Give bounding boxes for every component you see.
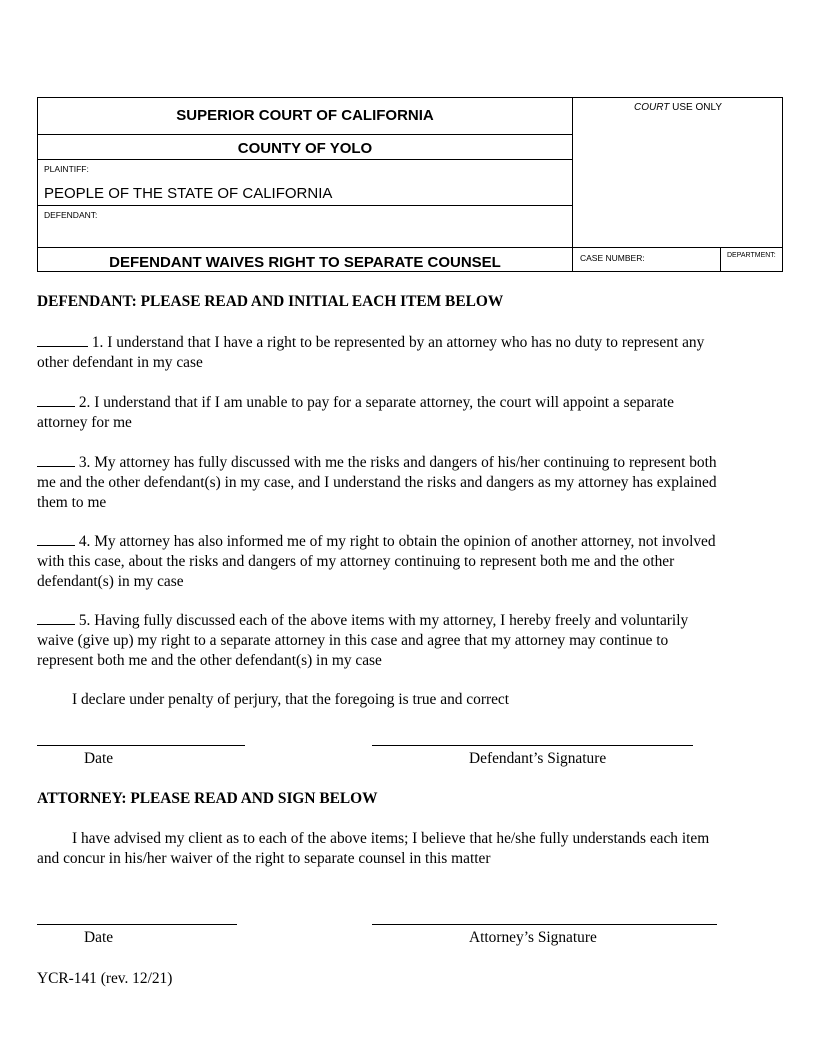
caption-rule [38,159,572,160]
attorney-date-line[interactable] [37,924,237,925]
county-name: COUNTY OF YOLO [237,140,373,157]
attorney-statement: I have advised my client as to each of the above items; I believe that he/she fully understands each item and concur in his/her waiver of the right to separate counsel in this matter [37,830,710,867]
caption-rule [38,205,572,206]
defendant-heading: DEFENDANT: PLEASE READ AND INITIAL EACH ITEM BELOW [37,293,504,310]
department-label: DEPARTMENT: [727,252,776,259]
case-number-label: CASE NUMBER: [580,253,645,263]
initial-item-5: 5. Having fully discussed each of the above items with my attorney, I hereby freely and voluntarily waive (give up) my right to a separate attorney in this case and agree that my attorney may continue to represent both me and the other defendant(s) in my case [37,612,689,669]
document-title: DEFENDANT WAIVES RIGHT TO SEPARATE COUNSEL [109,254,501,271]
attorney-date-label: Date [84,929,114,946]
perjury-declaration: I declare under penalty of perjury, that the foregoing is true and correct [72,691,510,708]
initial-item-3: 3. My attorney has fully discussed with me the risks and dangers of his/her continuing to represent both me and the other defendant(s) in my case, and I understand the risks and dangers as my attorney has explained them to me [37,454,717,511]
caption-rule [38,247,782,248]
defendant-date-line[interactable] [37,745,245,746]
court-name: SUPERIOR COURT OF CALIFORNIA [176,107,434,124]
plaintiff-name[interactable]: PEOPLE OF THE STATE OF CALIFORNIA [44,185,333,202]
defendant-signature-line[interactable] [372,745,693,746]
caption-rule [38,134,572,135]
initial-blank[interactable] [37,332,88,347]
attorney-heading: ATTORNEY: PLEASE READ AND SIGN BELOW [37,790,378,807]
initial-blank[interactable] [37,452,75,467]
defendant-signature-label: Defendant’s Signature [469,750,607,767]
court-use-only-label: COURT USE ONLY [634,102,722,113]
initial-item-4: 4. My attorney has also informed me of my right to obtain the opinion of another attorney, not involved with this case, about the risks and dangers of my attorney continuing to represent both me and the other defendant(s) in my case [37,533,716,590]
initial-item-1: 1. I understand that I have a right to be represented by an attorney who has no duty to represent any other defendant in my case [37,334,705,371]
initial-item-2: 2. I understand that if I am unable to pay for a separate attorney, the court will appoint a separate attorney for me [37,394,675,431]
caption-divider [720,247,721,271]
attorney-signature-line[interactable] [372,924,717,925]
initial-blank[interactable] [37,392,75,407]
defendant-date-label: Date [84,750,114,767]
form-number: YCR-141 (rev. 12/21) [37,970,173,987]
caption-divider [572,98,573,271]
initial-blank[interactable] [37,610,75,625]
defendant-label: DEFENDANT: [44,210,98,220]
caption-box [37,97,783,272]
initial-blank[interactable] [37,531,75,546]
attorney-signature-label: Attorney’s Signature [469,929,597,946]
plaintiff-label: PLAINTIFF: [44,164,89,174]
